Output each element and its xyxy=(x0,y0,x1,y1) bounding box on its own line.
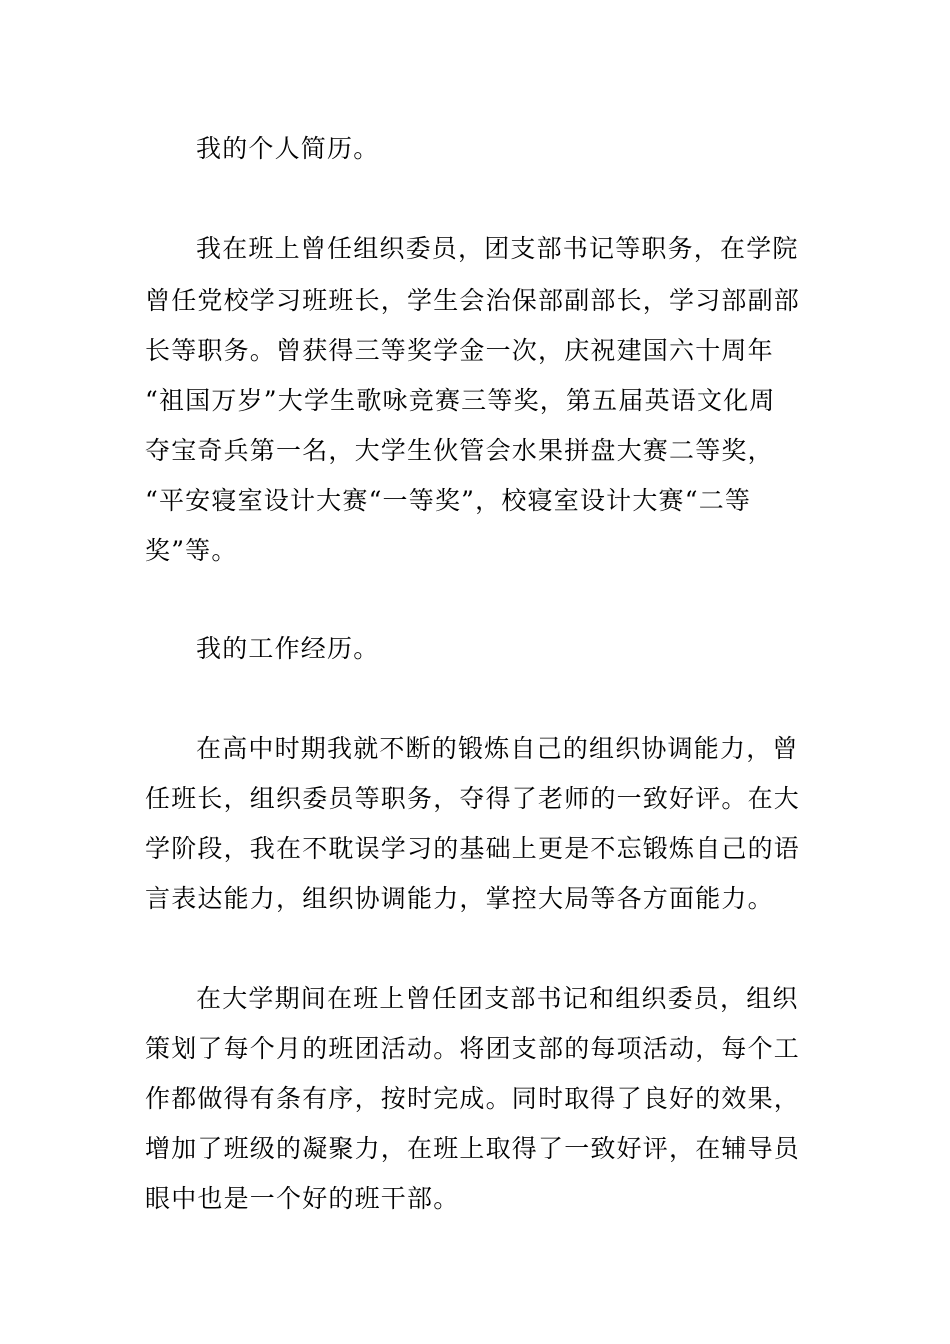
paragraph-line: 奖”等。 xyxy=(145,536,238,565)
paragraph-line: 我在班上曾任组织委员，团支部书记等职务，在学院 xyxy=(196,234,799,263)
paragraph-line: 在高中时期我就不断的锻炼自己的组织协调能力，曾 xyxy=(196,734,799,763)
paragraph-line: 策划了每个月的班团活动。将团支部的每项活动，每个工 xyxy=(145,1034,801,1063)
paragraph-line: 长等职务。曾获得三等奖学金一次，庆祝建国六十周年 xyxy=(145,336,774,365)
section-heading-resume: 我的个人简历。 xyxy=(196,134,380,163)
paragraph-line: 作都做得有条有序，按时完成。同时取得了良好的效果， xyxy=(145,1084,801,1113)
paragraph-line: 任班长，组织委员等职务，夺得了老师的一致好评。在大 xyxy=(145,784,801,813)
paragraph-line: 言表达能力，组织协调能力，掌控大局等各方面能力。 xyxy=(145,884,774,913)
paragraph-line: 增加了班级的凝聚力，在班上取得了一致好评，在辅导员 xyxy=(145,1134,801,1163)
paragraph-line: “平安寝室设计大赛“一等奖”，校寝室设计大赛“二等 xyxy=(145,486,752,515)
paragraph-line: 曾任党校学习班班长，学生会治保部副部长，学习部副部 xyxy=(145,286,801,315)
paragraph-line: 眼中也是一个好的班干部。 xyxy=(145,1184,460,1213)
paragraph-line: 在大学期间在班上曾任团支部书记和组织委员，组织 xyxy=(196,984,799,1013)
paragraph-line: 夺宝奇兵第一名，大学生伙管会水果拼盘大赛二等奖， xyxy=(145,436,774,465)
section-heading-work: 我的工作经历。 xyxy=(196,634,380,663)
paragraph-line: “祖国万岁”大学生歌咏竞赛三等奖，第五届英语文化周 xyxy=(145,386,776,415)
paragraph-line: 学阶段，我在不耽误学习的基础上更是不忘锻炼自己的语 xyxy=(145,834,801,863)
